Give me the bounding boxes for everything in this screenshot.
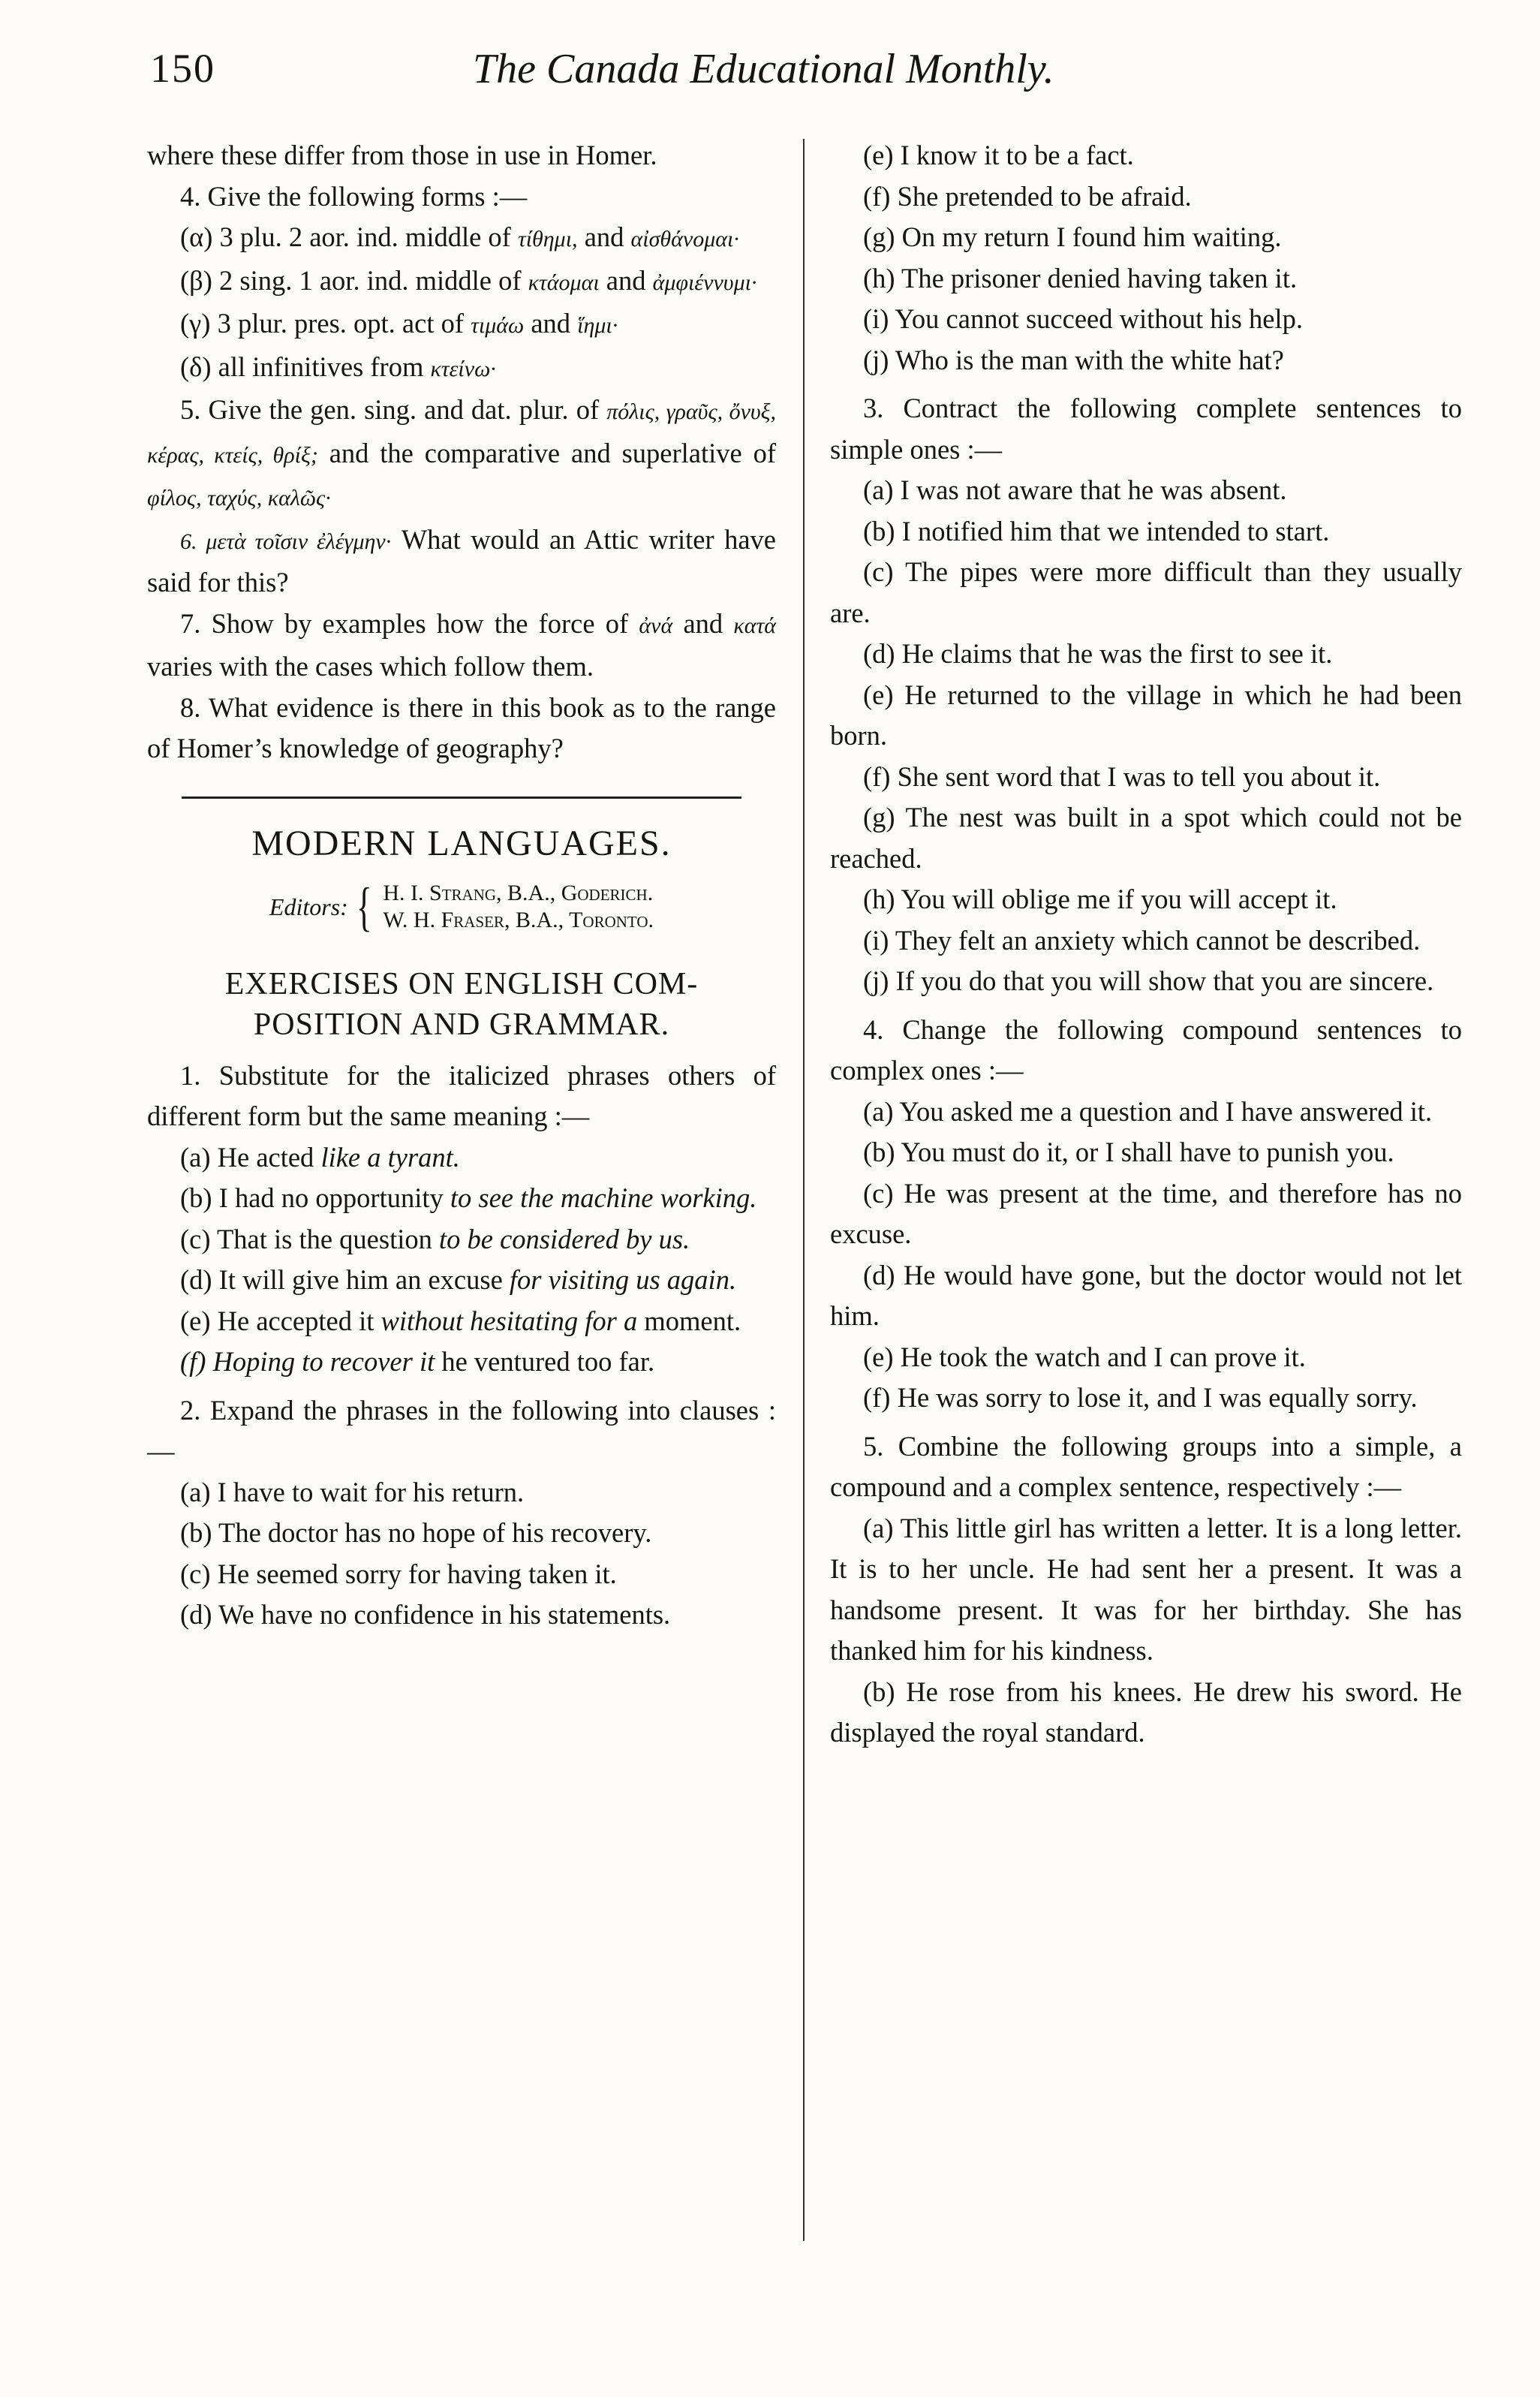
exercise-3-g: (g) The nest was built in a spot which could not be reached.: [830, 802, 1462, 874]
exercise-2-j: (j) Who is the man with the white hat?: [863, 344, 1284, 375]
question-4: 4. Give the following forms :—: [180, 180, 528, 212]
editors-block: [147, 876, 776, 937]
exercise-5-a: (a) This little girl has written a letter. It is a long letter. It is to her uncle. He had sent her a present. It was a handsome present. It was for her birthday. She has thanked him for his kindness.: [830, 1512, 1462, 1666]
exercise-1-e: (e) He accepted it without hesitating for a moment.: [180, 1305, 741, 1336]
exercise-3-h: (h) You will oblige me if you will accept it.: [863, 884, 1337, 914]
exercise-4-d: (d) He would have gone, but the doctor would not let him.: [830, 1259, 1462, 1331]
editors-names: [383, 880, 654, 934]
exercise-4-f: (f) He was sorry to lose it, and I was equally sorry.: [863, 1382, 1418, 1413]
question-4-gamma: (γ) 3 plur. pres. opt. act of τιμάω and ἵημι·: [180, 308, 618, 339]
question-6: 6. μετὰ τοῖσιν ἐλέγμην· What would an Attic writer have said for this?: [147, 523, 776, 598]
editor-name: W. H. Fraser, B.A., Toronto.: [383, 907, 654, 932]
page-header: [150, 45, 1126, 113]
exercise-4-c: (c) He was present at the time, and therefore has no excuse.: [830, 1177, 1462, 1249]
exercise-2-i: (i) You cannot succeed without his help.: [863, 303, 1303, 334]
exercise-1-b: (b) I had no opportunity to see the machine working.: [180, 1182, 757, 1213]
exercise-1: 1. Substitute for the italicized phrases others of different form but the same meaning :—: [147, 1059, 776, 1131]
exercise-3-a: (a) I was not aware that he was absent.: [863, 474, 1287, 505]
exercise-1-d: (d) It will give him an excuse for visiting us again.: [180, 1264, 737, 1295]
brace-icon: {: [356, 876, 372, 937]
exercise-2-b: (b) The doctor has no hope of his recovery.: [180, 1517, 652, 1548]
exercise-2-g: (g) On my return I found him waiting.: [863, 221, 1282, 252]
question-5: 5. Give the gen. sing. and dat. plur. of πόλις, γραῦς, ὄνυξ, κέρας, κτείς, θρίξ; and the comparative and superlative of φίλος, ταχύς, καλῶς·: [147, 394, 777, 510]
section-title: MODERN LANGUAGES.: [251, 823, 672, 863]
exercise-3: 3. Contract the following complete sentences to simple ones :—: [830, 393, 1462, 465]
exercise-1-f: (f) Hoping to recover it he ventured too far.: [180, 1346, 655, 1377]
question-4-delta: (δ) all infinitives from κτείνω·: [180, 351, 496, 382]
exercise-4-e: (e) He took the watch and I can prove it.: [863, 1341, 1306, 1372]
exercise-3-e: (e) He returned to the village in which he had been born.: [830, 679, 1462, 751]
paragraph: where these differ from those in use in Homer.: [147, 140, 657, 170]
running-title: The Canada Educational Monthly.: [473, 46, 1054, 92]
column-divider: [803, 139, 805, 2241]
exercise-4-b: (b) You must do it, or I shall have to punish you.: [863, 1137, 1394, 1167]
exercise-2-f: (f) She pretended to be afraid.: [863, 180, 1192, 212]
exercise-2-e: (e) I know it to be a fact.: [863, 140, 1134, 170]
exercise-2-d: (d) We have no confidence in his statements.: [180, 1599, 671, 1630]
editor-name: H. I. Strang, B.A., Goderich.: [383, 880, 654, 905]
exercise-2-a: (a) I have to wait for his return.: [180, 1476, 525, 1507]
left-column: [147, 135, 776, 1636]
exercise-3-d: (d) He claims that he was the first to see it.: [863, 638, 1333, 669]
exercise-1-c: (c) That is the question to be considered by us.: [180, 1223, 690, 1254]
exercise-5-b: (b) He rose from his knees. He drew his sword. He displayed the royal standard.: [830, 1676, 1462, 1748]
right-column: [830, 135, 1462, 1754]
question-4-beta: (β) 2 sing. 1 aor. ind. middle of κτάομαι and ἀμφιέννυμι·: [180, 264, 757, 296]
section-divider: [182, 796, 741, 799]
exercise-2-c: (c) He seemed sorry for having taken it.: [180, 1558, 617, 1589]
exercise-3-b: (b) I notified him that we intended to start.: [863, 515, 1330, 547]
exercise-4: 4. Change the following compound sentences to complex ones :—: [830, 1013, 1462, 1086]
question-8: 8. What evidence is there in this book as to the range of Homer’s knowledge of geography?: [147, 691, 776, 763]
exercise-5: 5. Combine the following groups into a simple, a compound and a complex sentence, respectively :—: [830, 1430, 1462, 1502]
question-4-alpha: (α) 3 plu. 2 aor. ind. middle of τίθημι, and αἰσθάνομαι·: [180, 221, 739, 252]
exercise-2-h: (h) The prisoner denied having taken it.: [863, 262, 1298, 294]
page-number: 150: [150, 46, 215, 91]
exercise-1-a: (a) He acted like a tyrant.: [180, 1141, 460, 1173]
exercise-2: 2. Expand the phrases in the following into clauses :—: [147, 1394, 776, 1466]
exercise-3-i: (i) They felt an anxiety which cannot be described.: [863, 924, 1421, 956]
exercise-4-a: (a) You asked me a question and I have answered it.: [863, 1095, 1433, 1127]
exercise-3-f: (f) She sent word that I was to tell you about it.: [863, 760, 1381, 792]
exercise-3-c: (c) The pipes were more difficult than they usually are.: [830, 556, 1462, 628]
question-7: 7. Show by examples how the force of ἀνά and κατά varies with the cases which follow them.: [147, 607, 777, 682]
exercise-3-j: (j) If you do that you will show that you are sincere.: [863, 965, 1434, 996]
editors-label: Editors:: [269, 893, 348, 920]
exercise-title: EXERCISES ON ENGLISH COM- POSITION AND GRAMMAR.: [224, 966, 699, 1042]
